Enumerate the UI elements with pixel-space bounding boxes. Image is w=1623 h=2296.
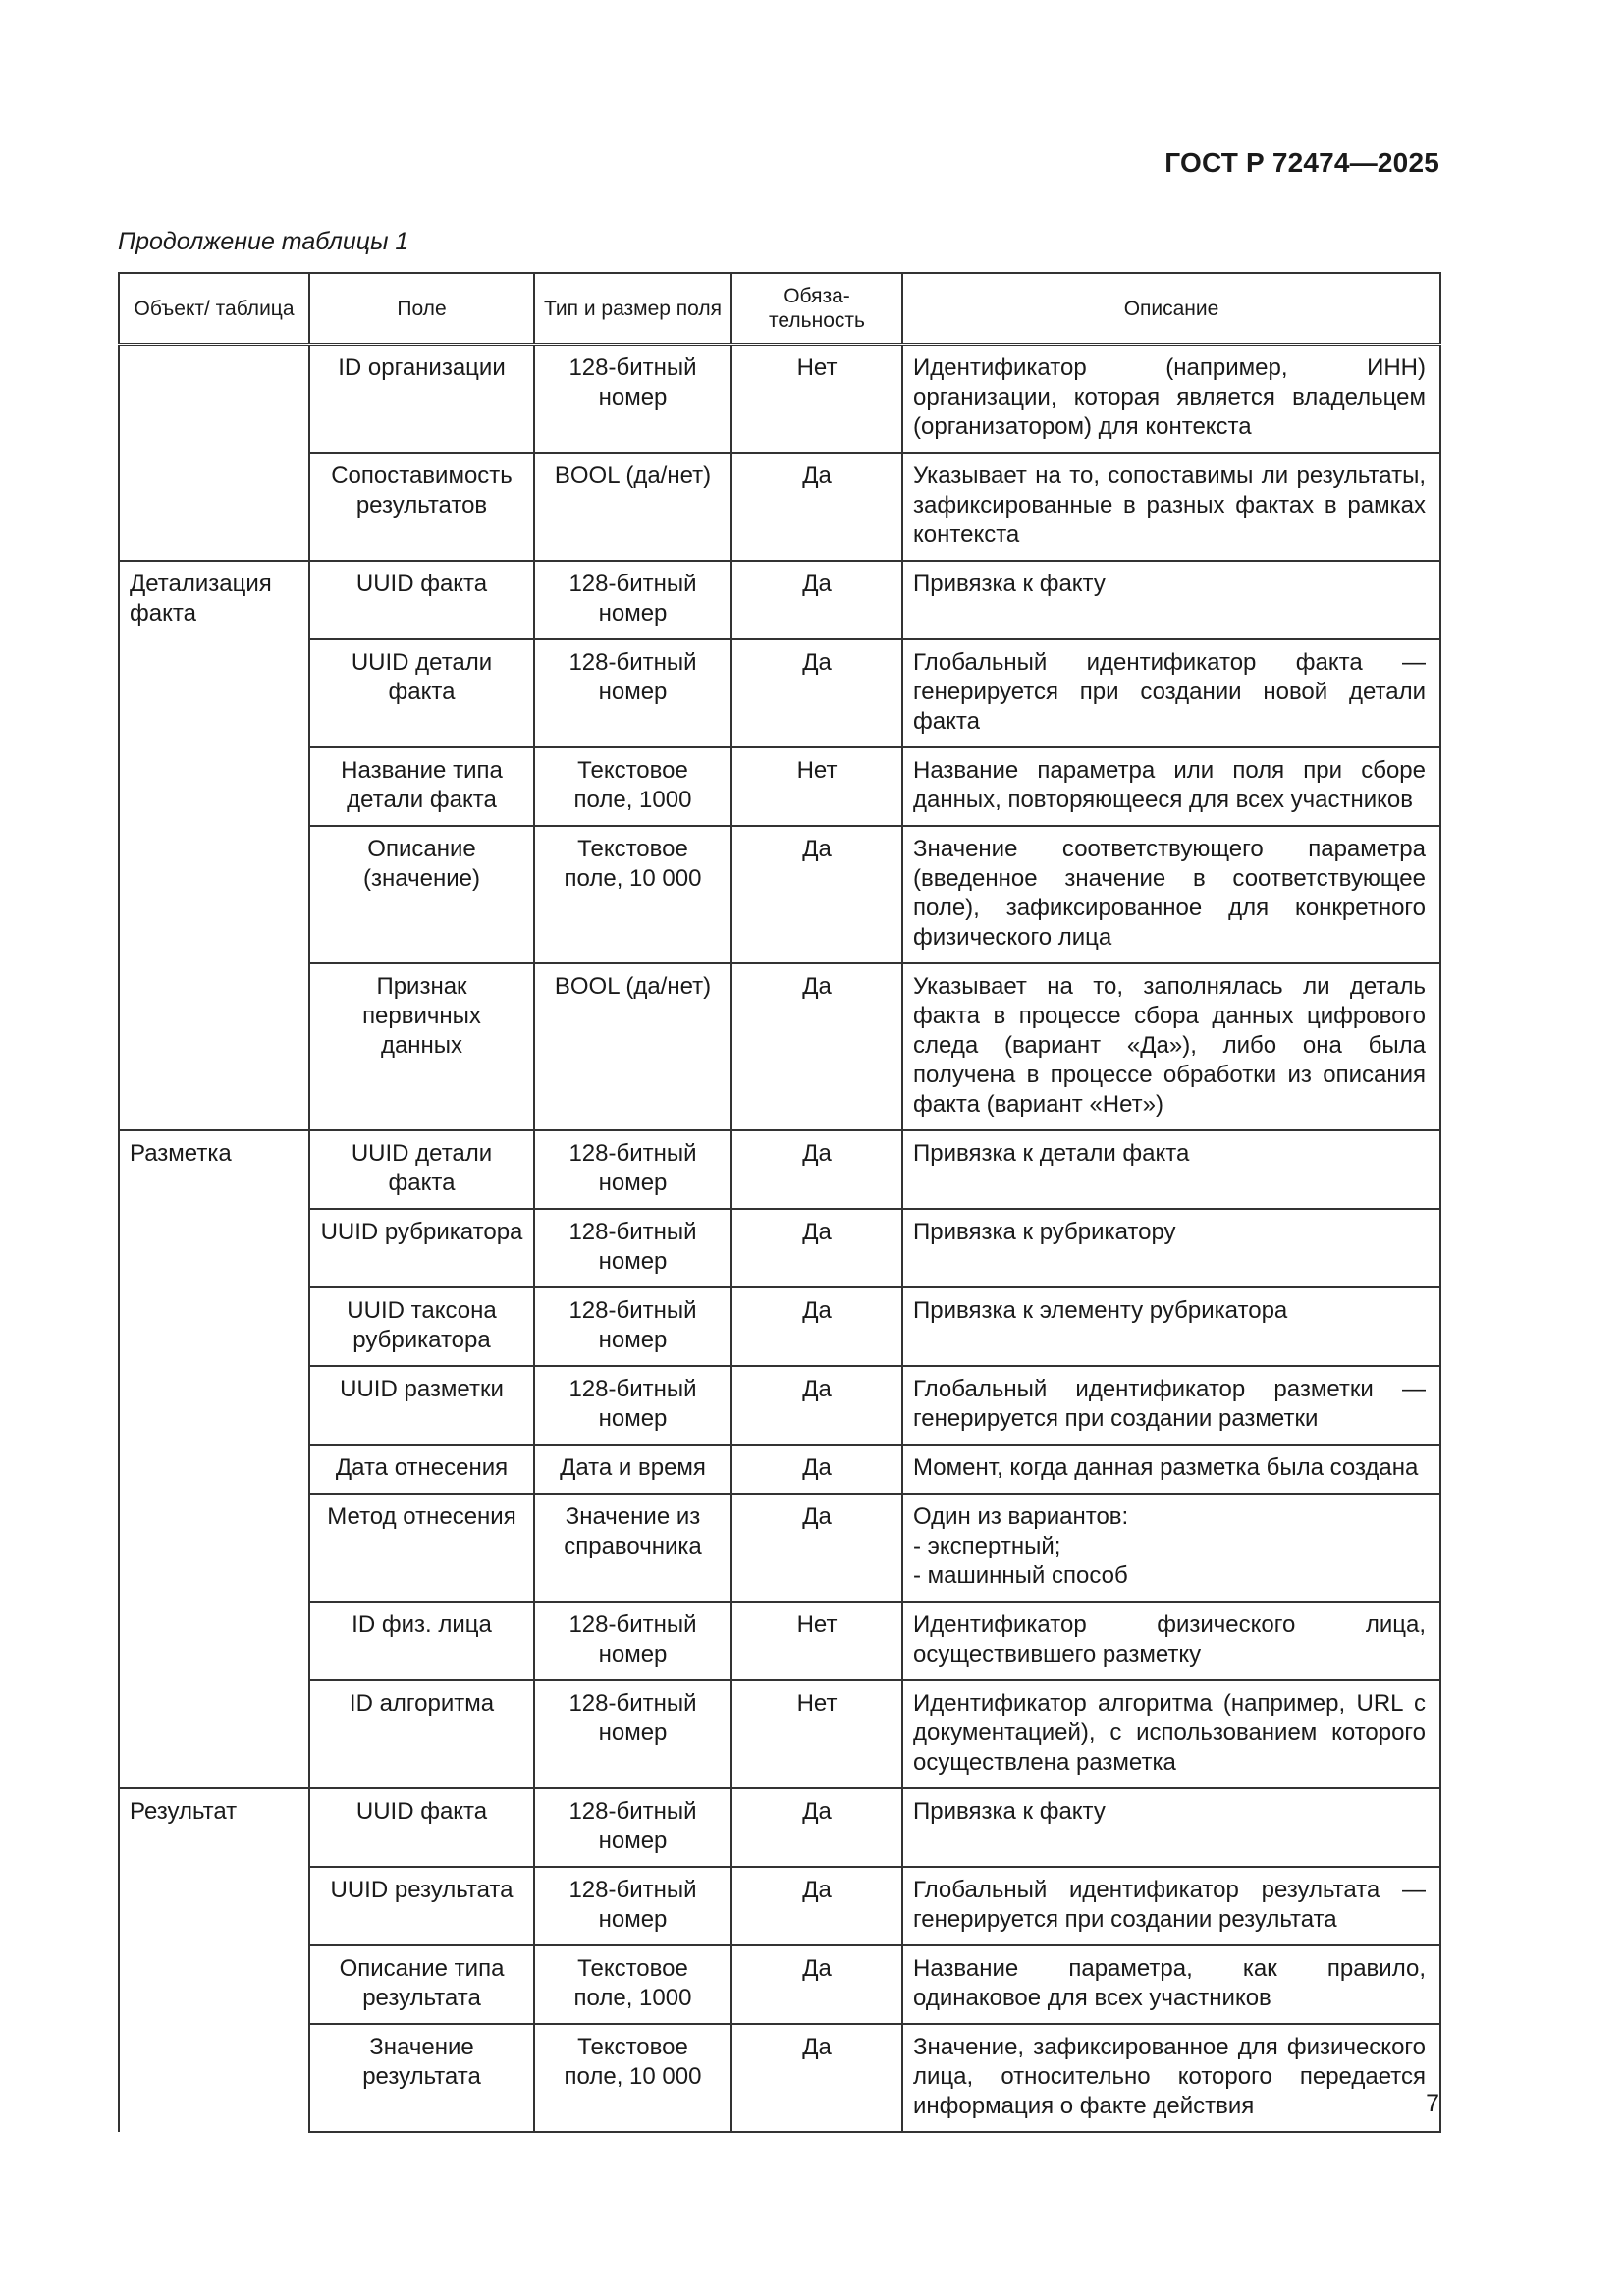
table-row xyxy=(119,1867,1440,1945)
table-row xyxy=(119,1209,1440,1287)
cell-field: UUID факта xyxy=(309,561,534,639)
cell-type: 128-битный номер xyxy=(534,1366,731,1445)
cell-type: 128-битный номер xyxy=(534,1287,731,1366)
table-caption: Продолжение таблицы 1 xyxy=(118,228,409,255)
cell-object xyxy=(119,1287,309,1366)
cell-description: Привязка к рубрикатору xyxy=(902,1209,1440,1287)
cell-field: Метод отнесения xyxy=(309,1494,534,1602)
cell-description: Идентификатор (например, ИНН) организации, которая является владельцем (организатором) для контекста xyxy=(902,345,1440,454)
cell-field: Дата отнесения xyxy=(309,1445,534,1494)
cell-field: Сопоставимость результатов xyxy=(309,453,534,561)
cell-object xyxy=(119,1494,309,1602)
cell-description: Привязка к факту xyxy=(902,1788,1440,1867)
cell-required: Нет xyxy=(731,1602,902,1680)
table-row xyxy=(119,1287,1440,1366)
table-row xyxy=(119,2024,1440,2132)
cell-object xyxy=(119,639,309,747)
description-line: - машинный способ xyxy=(913,1562,1128,1589)
table-row xyxy=(119,963,1440,1130)
cell-type: 128-битный номер xyxy=(534,1867,731,1945)
cell-field: Описание типа результата xyxy=(309,1945,534,2024)
table-row xyxy=(119,747,1440,826)
table-header-row xyxy=(119,273,1440,345)
cell-type: Текстовое поле, 10 000 xyxy=(534,826,731,963)
table-row xyxy=(119,1602,1440,1680)
cell-description: Момент, когда данная разметка была создана xyxy=(902,1445,1440,1494)
table-row xyxy=(119,1130,1440,1209)
cell-required: Да xyxy=(731,1788,902,1867)
table-row xyxy=(119,639,1440,747)
cell-required: Да xyxy=(731,1366,902,1445)
cell-object xyxy=(119,453,309,561)
cell-type: Дата и время xyxy=(534,1445,731,1494)
table-row xyxy=(119,345,1440,454)
cell-field: UUID рубрикатора xyxy=(309,1209,534,1287)
cell-object xyxy=(119,1445,309,1494)
column-header-description: Описание xyxy=(902,273,1440,345)
cell-required: Да xyxy=(731,639,902,747)
cell-type: 128-битный номер xyxy=(534,639,731,747)
table-row xyxy=(119,453,1440,561)
cell-type: 128-битный номер xyxy=(534,345,731,454)
cell-field: ID физ. лица xyxy=(309,1602,534,1680)
cell-field: UUID детали факта xyxy=(309,1130,534,1209)
table-row xyxy=(119,1366,1440,1445)
cell-description xyxy=(902,1494,1440,1602)
cell-required: Да xyxy=(731,1287,902,1366)
cell-object: Результат xyxy=(119,1788,309,1867)
cell-required: Да xyxy=(731,963,902,1130)
cell-field: Признак первичных данных xyxy=(309,963,534,1130)
column-header-required: Обяза- тельность xyxy=(731,273,902,345)
cell-required: Да xyxy=(731,2024,902,2132)
cell-required: Да xyxy=(731,1945,902,2024)
cell-field: UUID разметки xyxy=(309,1366,534,1445)
cell-object xyxy=(119,345,309,454)
table-row xyxy=(119,1494,1440,1602)
cell-required: Да xyxy=(731,453,902,561)
cell-object xyxy=(119,1867,309,1945)
cell-description: Название параметра или поля при сборе данных, повторяющееся для всех участников xyxy=(902,747,1440,826)
cell-required: Да xyxy=(731,1209,902,1287)
cell-description: Глобальный идентификатор результата — генерируется при создании результата xyxy=(902,1867,1440,1945)
cell-description: Значение соответствующего параметра (введенное значение в соответствующее поле), зафиксированное для конкретного физического лица xyxy=(902,826,1440,963)
table-row xyxy=(119,561,1440,639)
cell-object xyxy=(119,1945,309,2024)
cell-description: Привязка к элементу рубрикатора xyxy=(902,1287,1440,1366)
table-body xyxy=(119,345,1440,2133)
cell-type: 128-битный номер xyxy=(534,1130,731,1209)
page-number: 7 xyxy=(1426,2090,1439,2117)
cell-object xyxy=(119,1366,309,1445)
cell-object xyxy=(119,1680,309,1788)
data-table xyxy=(118,272,1439,2133)
table-row xyxy=(119,1788,1440,1867)
cell-required: Да xyxy=(731,826,902,963)
description-line: - экспертный; xyxy=(913,1533,1061,1559)
cell-type: Значение из справочника xyxy=(534,1494,731,1602)
cell-required: Да xyxy=(731,1445,902,1494)
cell-description: Глобальный идентификатор разметки — генерируется при создании разметки xyxy=(902,1366,1440,1445)
cell-type: 128-битный номер xyxy=(534,1680,731,1788)
cell-required: Да xyxy=(731,1494,902,1602)
cell-required: Нет xyxy=(731,747,902,826)
cell-field: Название типа детали факта xyxy=(309,747,534,826)
column-header-type: Тип и размер поля xyxy=(534,273,731,345)
cell-field: UUID результата xyxy=(309,1867,534,1945)
cell-field: UUID факта xyxy=(309,1788,534,1867)
cell-type: 128-битный номер xyxy=(534,561,731,639)
table-row xyxy=(119,1445,1440,1494)
cell-object xyxy=(119,963,309,1130)
cell-description: Привязка к детали факта xyxy=(902,1130,1440,1209)
cell-field: UUID детали факта xyxy=(309,639,534,747)
cell-field: Описание (значение) xyxy=(309,826,534,963)
cell-required: Да xyxy=(731,1867,902,1945)
cell-type: Текстовое поле, 10 000 xyxy=(534,2024,731,2132)
cell-object xyxy=(119,826,309,963)
cell-field: Значение результата xyxy=(309,2024,534,2132)
cell-field: ID организации xyxy=(309,345,534,454)
cell-field: ID алгоритма xyxy=(309,1680,534,1788)
cell-required: Нет xyxy=(731,1680,902,1788)
cell-type: 128-битный номер xyxy=(534,1209,731,1287)
cell-object xyxy=(119,1209,309,1287)
table-row xyxy=(119,1680,1440,1788)
cell-required: Да xyxy=(731,561,902,639)
table-row xyxy=(119,826,1440,963)
cell-type: BOOL (да/нет) xyxy=(534,963,731,1130)
standard-designation: ГОСТ Р 72474—2025 xyxy=(1164,147,1439,178)
cell-required: Нет xyxy=(731,345,902,454)
cell-object xyxy=(119,1602,309,1680)
cell-type: 128-битный номер xyxy=(534,1788,731,1867)
cell-type: BOOL (да/нет) xyxy=(534,453,731,561)
cell-object: Разметка xyxy=(119,1130,309,1209)
cell-description: Глобальный идентификатор факта — генерируется при создании новой детали факта xyxy=(902,639,1440,747)
description-line: Один из вариантов: xyxy=(913,1503,1129,1530)
cell-required: Да xyxy=(731,1130,902,1209)
cell-description: Указывает на то, сопоставимы ли результаты, зафиксированные в разных фактах в рамках контекста xyxy=(902,453,1440,561)
column-header-field: Поле xyxy=(309,273,534,345)
cell-type: Текстовое поле, 1000 xyxy=(534,747,731,826)
cell-description: Указывает на то, заполнялась ли деталь факта в процессе сбора данных цифрового следа (вариант «Да»), либо она была получена в процессе обработки из описания факта (вариант «Нет») xyxy=(902,963,1440,1130)
cell-description: Значение, зафиксированное для физического лица, относительно которого передается информация о факте действия xyxy=(902,2024,1440,2132)
table-row xyxy=(119,1945,1440,2024)
column-header-object: Объект/ таблица xyxy=(119,273,309,345)
cell-description: Привязка к факту xyxy=(902,561,1440,639)
cell-field: UUID таксона рубрикатора xyxy=(309,1287,534,1366)
cell-description: Идентификатор алгоритма (например, URL с документацией), с использованием которого осуществлена разметка xyxy=(902,1680,1440,1788)
cell-type: 128-битный номер xyxy=(534,1602,731,1680)
cell-object xyxy=(119,2024,309,2132)
cell-object xyxy=(119,747,309,826)
cell-type: Текстовое поле, 1000 xyxy=(534,1945,731,2024)
cell-description: Идентификатор физического лица, осуществившего разметку xyxy=(902,1602,1440,1680)
cell-object: Детализация факта xyxy=(119,561,309,639)
cell-description: Название параметра, как правило, одинаковое для всех участников xyxy=(902,1945,1440,2024)
